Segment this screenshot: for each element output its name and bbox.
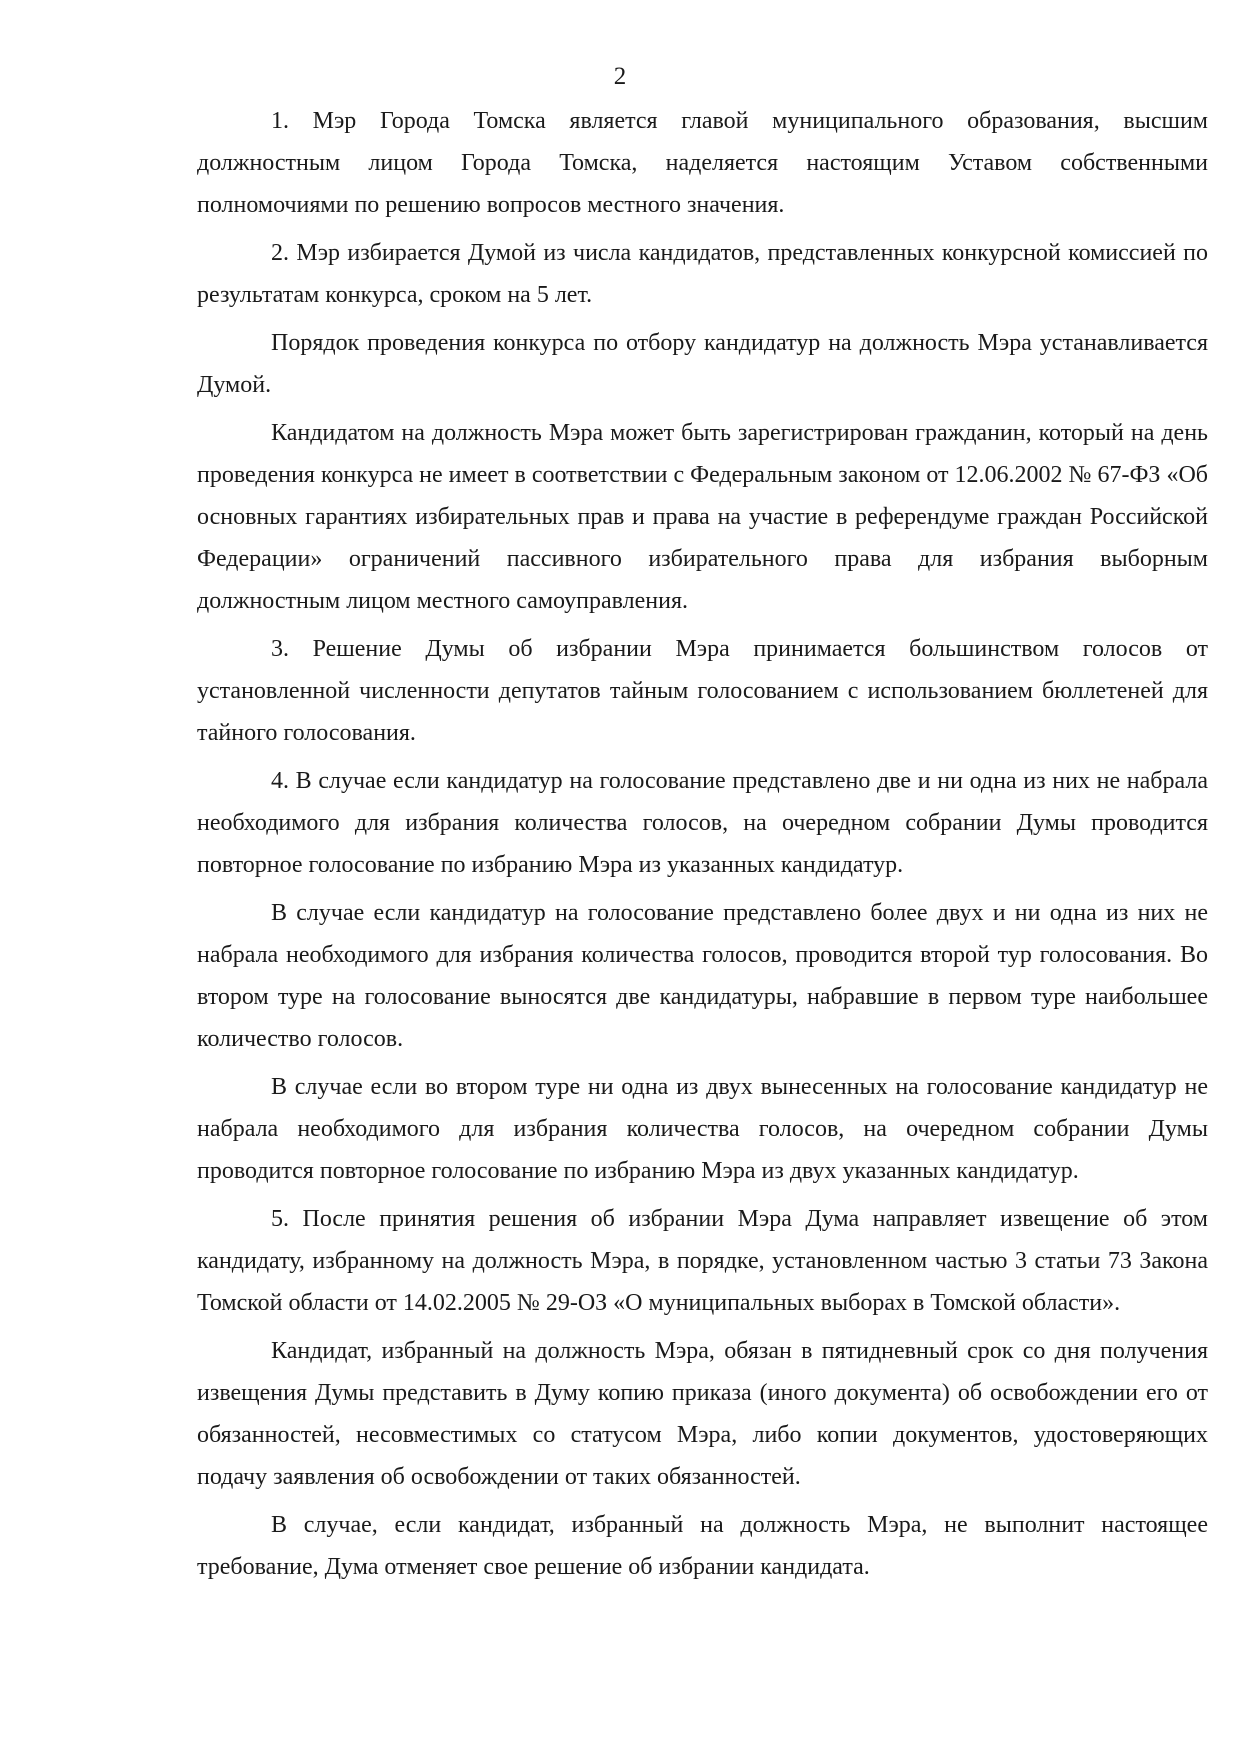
paragraph-2: 2. Мэр избирается Думой из числа кандидатов, представленных конкурсной комиссией по результатам конкурса, сроком на 5 лет. — [197, 240, 1208, 308]
paragraph-6: 4. В случае если кандидатур на голосование представлено две и ни одна из них не набрала необходимого для избрания количества голосов, на очередном собрании Думы проводится повторное голосование по избранию Мэра из указанных кандидатур. — [197, 768, 1208, 878]
paragraph-9: 5. После принятия решения об избрании Мэра Дума направляет извещение об этом кандидату, избранному на должность Мэра, в порядке, установленном частью 3 статьи 73 Закона Томской области от 14.02.2005 № 29-ОЗ «О муниципальных выборах в Томской области». — [197, 1206, 1208, 1316]
document-body — [197, 100, 1208, 1594]
paragraph-11: В случае, если кандидат, избранный на должность Мэра, не выполнит настоящее требование, Дума отменяет свое решение об избрании кандидата. — [197, 1512, 1208, 1580]
paragraph-1: 1. Мэр Города Томска является главой муниципального образования, высшим должностным лицом Города Томска, наделяется настоящим Уставом собственными полномочиями по решению вопросов местного значения. — [197, 108, 1208, 218]
paragraph-4: Кандидатом на должность Мэра может быть зарегистрирован гражданин, который на день проведения конкурса не имеет в соответствии с Федеральным законом от 12.06.2002 № 67-ФЗ «Об основных гарантиях избирательных прав и права на участие в референдуме граждан Российской Федерации» ограничений пассивного избирательного права для избрания выборным должностным лицом местного самоуправления. — [197, 420, 1208, 614]
page-number: 2 — [613, 63, 627, 90]
paragraph-7: В случае если кандидатур на голосование представлено более двух и ни одна из них не набрала необходимого для избрания количества голосов, проводится второй тур голосования. Во втором туре на голосование выносятся две кандидатуры, набравшие в первом туре наибольшее количество голосов. — [197, 900, 1208, 1052]
paragraph-8: В случае если во втором туре ни одна из двух вынесенных на голосование кандидатур не набрала необходимого для избрания количества голосов, на очередном собрании Думы проводится повторное голосование по избранию Мэра из двух указанных кандидатур. — [197, 1074, 1208, 1184]
paragraph-3: Порядок проведения конкурса по отбору кандидатур на должность Мэра устанавливается Думой. — [197, 330, 1208, 398]
paragraph-5: 3. Решение Думы об избрании Мэра принимается большинством голосов от установленной численности депутатов тайным голосованием с использованием бюллетеней для тайного голосования. — [197, 636, 1208, 746]
paragraph-10: Кандидат, избранный на должность Мэра, обязан в пятидневный срок со дня получения извещения Думы представить в Думу копию приказа (иного документа) об освобождении его от обязанностей, несовместимых со статусом Мэра, либо копии документов, удостоверяющих подачу заявления об освобождении от таких обязанностей. — [197, 1338, 1208, 1490]
